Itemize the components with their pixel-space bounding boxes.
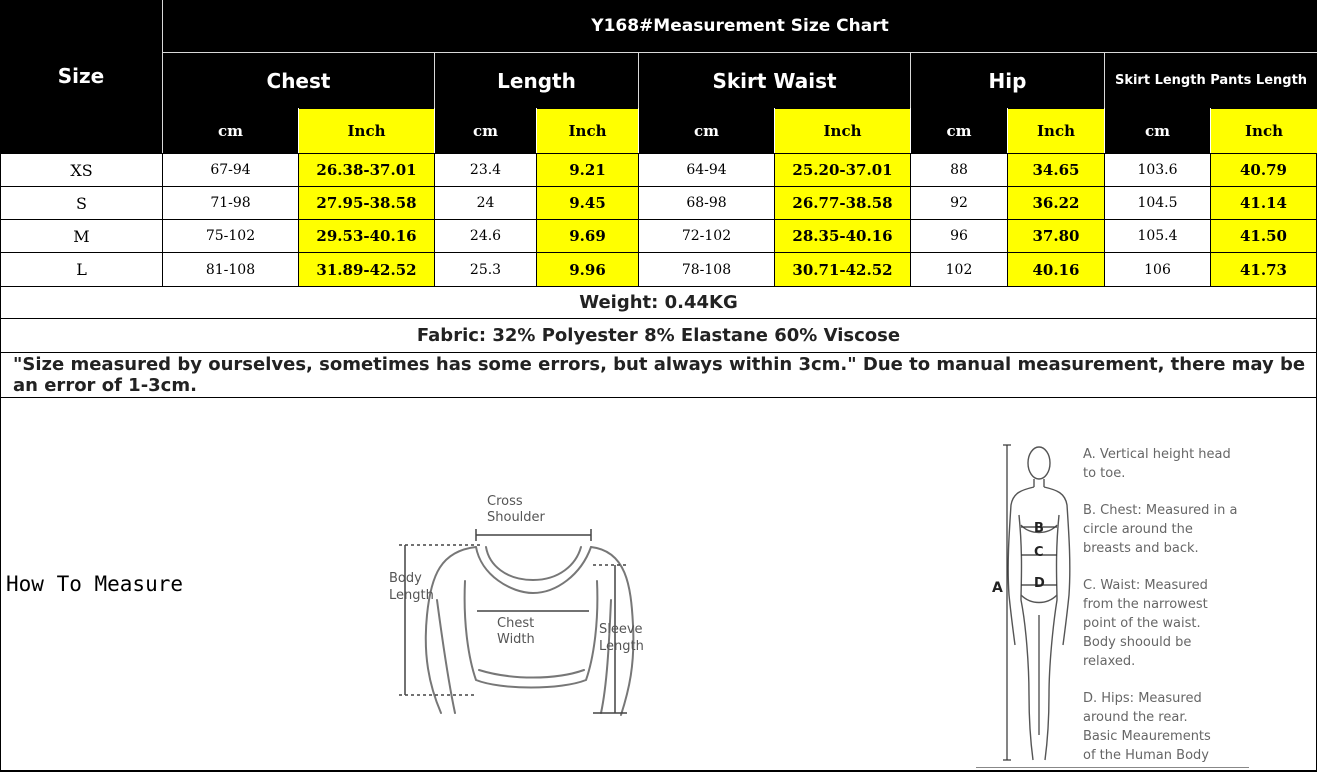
table-cell: 102: [911, 253, 1008, 287]
note-text: "Size measured by ourselves, sometimes has some errors, but always within 3cm." Due to manual measurement, there may be an error of 1-3cm.: [13, 354, 1306, 396]
unit-inch: Inch: [299, 108, 434, 153]
body-measure-diagram: [981, 435, 1076, 770]
table-cell: 71-98: [163, 187, 299, 220]
fabric-text: Fabric: 32% Polyester 8% Elastane 60% Viscose: [416, 325, 901, 346]
size-header-cell: [0, 0, 162, 153]
table-cell: 34.65: [1008, 154, 1105, 187]
size-label: XS: [1, 154, 163, 187]
table-cell: 92: [911, 187, 1008, 220]
table-cell: 67-94: [163, 154, 299, 187]
group-label: Skirt Length Pants Length: [1114, 73, 1308, 88]
table-cell: 25.20-37.01: [775, 154, 911, 187]
table-cell: 72-102: [639, 220, 775, 253]
measure-instructions: [1083, 445, 1313, 765]
table-cell: 24: [435, 187, 537, 220]
chest-width-label: Chest: [497, 616, 535, 631]
chest-width-label: Width: [497, 632, 535, 647]
instruction-item: C. Waist: Measured from the narrowest point of the waist. Body shoould be relaxed.: [1083, 578, 1208, 669]
chart-title: Y168#Measurement Size Chart: [591, 16, 889, 36]
table-cell: 37.80: [1008, 220, 1105, 253]
how-to-measure-label: How To Measure: [6, 572, 184, 596]
table-cell: 9.21: [537, 154, 639, 187]
body-length-label: Body: [389, 571, 422, 586]
unit-inch: Inch: [775, 108, 910, 153]
group-chest: [163, 53, 434, 108]
divider: [976, 767, 1249, 768]
group-skirt-pants-length: [1105, 53, 1317, 108]
table-cell: 26.77-38.58: [775, 187, 911, 220]
unit-cm: cm: [1105, 108, 1210, 153]
unit-inch: Inch: [1008, 108, 1104, 153]
table-cell: 24.6: [435, 220, 537, 253]
instruction-item: B. Chest: Measured in a circle around the breasts and back.: [1083, 503, 1238, 556]
unit-cm: cm: [435, 108, 536, 153]
sleeve-length-label: Length: [599, 639, 644, 654]
table-cell: 28.35-40.16: [775, 220, 911, 253]
fabric-row: [1, 319, 1316, 353]
table-cell: 64-94: [639, 154, 775, 187]
table-cell: 103.6: [1105, 154, 1211, 187]
weight-row: [1, 286, 1316, 319]
table-cell: 105.4: [1105, 220, 1211, 253]
unit-inch: Inch: [537, 108, 638, 153]
size-label: L: [1, 253, 163, 287]
cross-shoulder-label: Cross: [487, 494, 523, 509]
body-length-label: Length: [389, 588, 434, 603]
sleeve-length-label: Sleeve: [599, 622, 643, 637]
table-cell: 25.3: [435, 253, 537, 287]
table-cell: 9.69: [537, 220, 639, 253]
body-label-a: A: [992, 580, 1003, 596]
group-hip: [911, 53, 1104, 108]
size-label: S: [1, 187, 163, 220]
table-cell: 41.50: [1211, 220, 1317, 253]
size-header: Size: [57, 63, 105, 88]
weight-text: Weight: 0.44KG: [579, 291, 738, 313]
table-cell: 106: [1105, 253, 1211, 287]
table-cell: 31.89-42.52: [299, 253, 435, 287]
table-cell: 36.22: [1008, 187, 1105, 220]
group-length: [435, 53, 638, 108]
unit-cm: cm: [163, 108, 298, 153]
sweater-measure-diagram: [381, 485, 671, 725]
table-cell: 27.95-38.58: [299, 187, 435, 220]
table-cell: 9.45: [537, 187, 639, 220]
table-cell: 30.71-42.52: [775, 253, 911, 287]
table-cell: 96: [911, 220, 1008, 253]
table-cell: 40.16: [1008, 253, 1105, 287]
size-label: M: [1, 220, 163, 253]
group-label: Length: [497, 68, 576, 93]
table-cell: 68-98: [639, 187, 775, 220]
table-cell: 23.4: [435, 154, 537, 187]
table-cell: 29.53-40.16: [299, 220, 435, 253]
instruction-item: A. Vertical height head to toe.: [1083, 447, 1231, 481]
body-label-d: D: [1034, 576, 1045, 591]
table-cell: 81-108: [163, 253, 299, 287]
body-label-b: B: [1034, 521, 1044, 536]
table-cell: 104.5: [1105, 187, 1211, 220]
table-cell: 41.14: [1211, 187, 1317, 220]
table-cell: 40.79: [1211, 154, 1317, 187]
group-label: Skirt Waist: [712, 68, 837, 93]
group-skirt-waist: [639, 53, 910, 108]
body-label-c: C: [1034, 545, 1044, 560]
group-label: Hip: [988, 68, 1027, 93]
table-cell: 75-102: [163, 220, 299, 253]
table-cell: 41.73: [1211, 253, 1317, 287]
unit-inch: Inch: [1211, 108, 1317, 153]
size-table: [0, 153, 1317, 286]
instruction-item: D. Hips: Measured around the rear. Basic Meaurements of the Human Body: [1083, 691, 1211, 763]
table-cell: 9.96: [537, 253, 639, 287]
table-cell: 78-108: [639, 253, 775, 287]
group-label: Chest: [266, 68, 331, 93]
info-block: [0, 286, 1317, 395]
table-cell: 88: [911, 154, 1008, 187]
unit-cm: cm: [639, 108, 774, 153]
unit-cm: cm: [911, 108, 1007, 153]
cross-shoulder-label: Shoulder: [487, 510, 545, 525]
how-to-measure-section: [0, 395, 1317, 772]
note-row: [1, 353, 1316, 398]
chart-title-cell: [163, 0, 1317, 52]
table-cell: 26.38-37.01: [299, 154, 435, 187]
